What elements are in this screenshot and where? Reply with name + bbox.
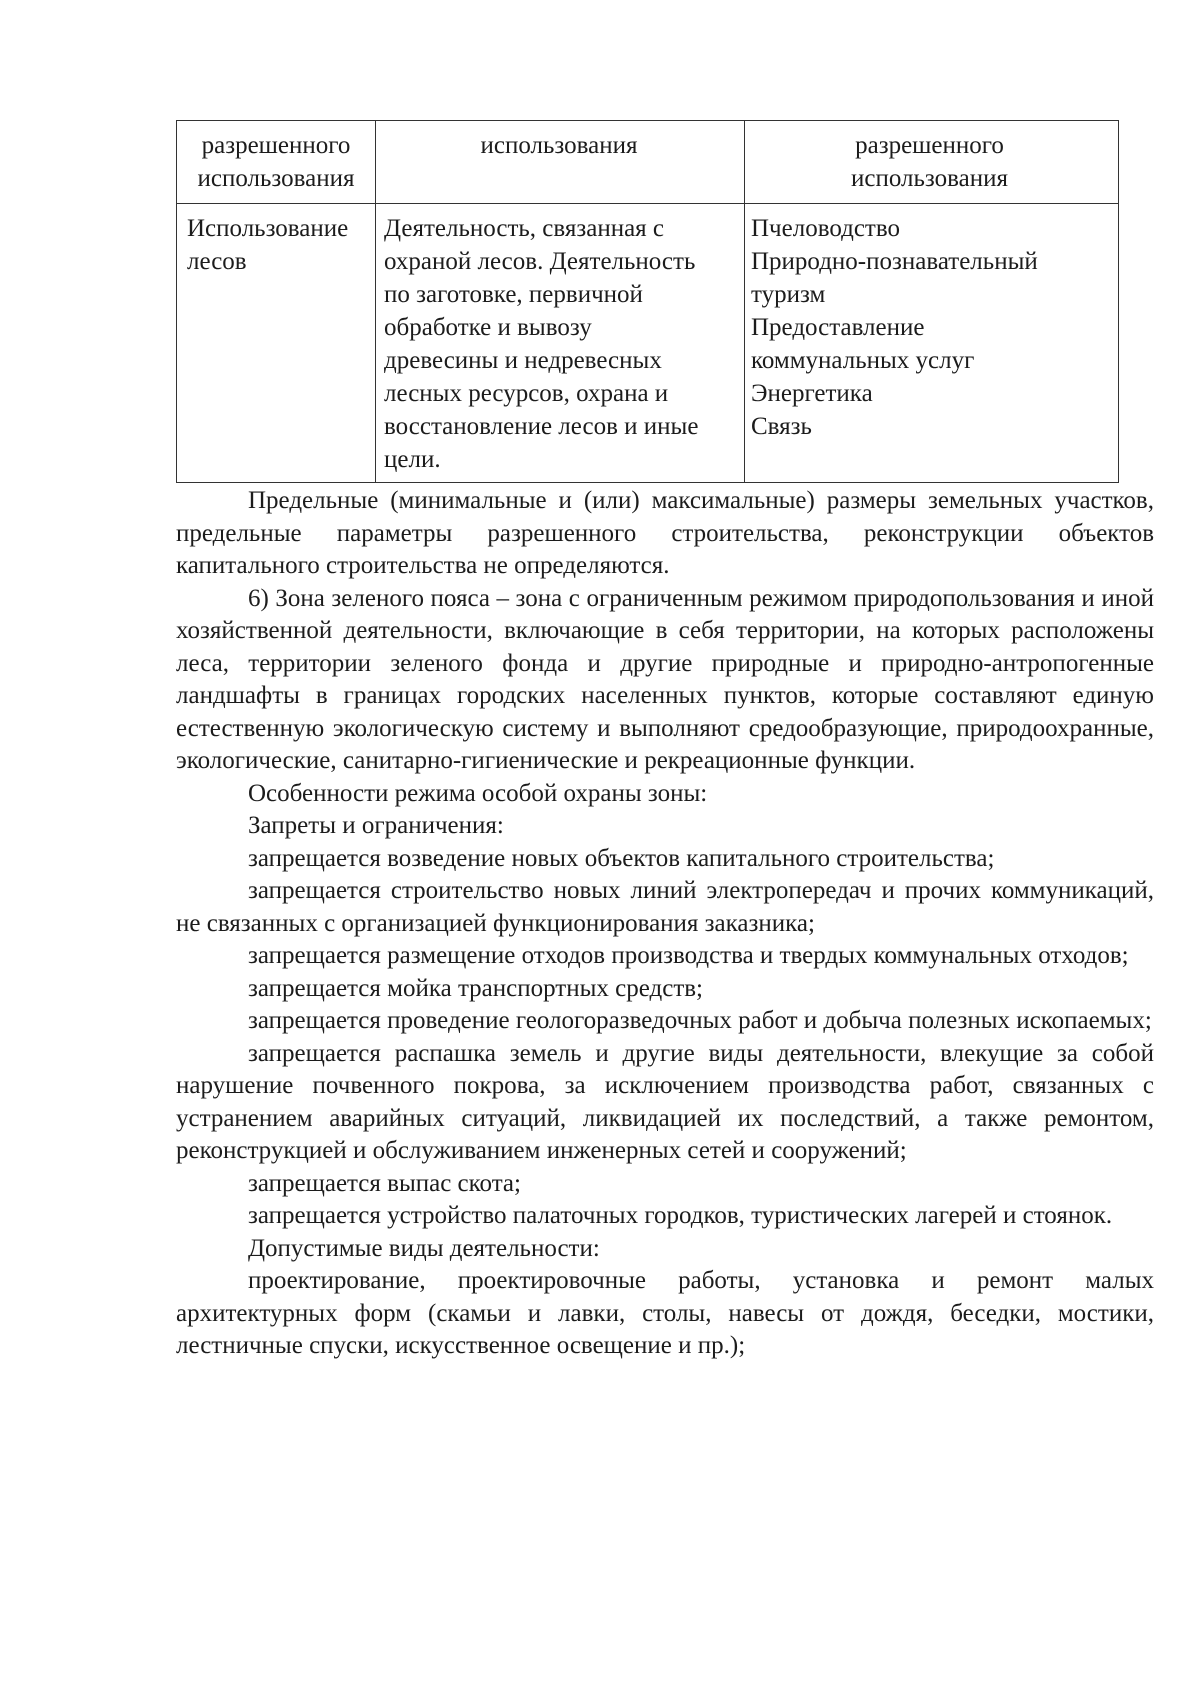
cell-text: обработке и вывозу [384,314,592,341]
header-text: использования [851,165,1008,192]
cell-use-type [177,204,376,483]
paragraph-restriction-item: запрещается размещение отходов производства и твердых коммунальных отходов; [248,942,1129,969]
paragraph-restriction-item: запрещается проведение геологоразведочных работ и добыча полезных ископаемых; [248,1007,1152,1034]
cell-text: Предоставление [751,314,925,341]
header-text: разрешенного [855,132,1004,159]
table-header-row [177,121,1119,204]
paragraph-regime-heading: Особенности режима особой охраны зоны: [248,779,708,807]
document-body [176,485,1154,1363]
table-row [177,204,1119,483]
cell-text: Деятельность, связанная с [384,215,665,242]
cell-text: древесины и недревесных [384,347,662,374]
cell-description [376,204,745,483]
paragraph-restriction-item: запрещается устройство палаточных городков, туристических лагерей и стоянок. [248,1202,1113,1229]
header-text: использования [197,165,355,192]
cell-text: цели. [384,446,441,473]
paragraph-allowed-heading: Допустимые виды деятельности: [248,1234,600,1262]
cell-text: лесных ресурсов, охрана и [384,380,669,407]
header-cell-use [376,121,745,204]
cell-text: Связь [751,413,812,440]
page-content [176,120,1154,1363]
header-text: использования [480,132,638,159]
cell-text: туризм [751,281,826,308]
cell-text: Использование [187,215,349,242]
header-text: разрешенного [201,132,351,159]
header-cell-main-use [177,121,376,204]
paragraph-size-limits: Предельные (минимальные и (или) максимальные) размеры земельных участков, предельные параметры разрешенного строительства, реконструкции объектов капитального строительства не определяются. [176,487,1154,579]
cell-text: Природно-познавательный [751,248,1038,275]
cell-text: восстановление лесов и иные [384,413,699,440]
paragraph-restriction-item: запрещается возведение новых объектов капитального строительства; [248,844,995,872]
cell-text: охраной лесов. Деятельность [384,248,696,275]
land-use-table [176,120,1119,483]
paragraph-restrictions-heading: Запреты и ограничения: [248,812,504,839]
paragraph-restriction-item: запрещается распашка земель и другие виды деятельности, влекущие за собой нарушение почвенного покрова, за исключением производства работ, связанных с устранением аварийных ситуаций, ликвидацией их последствий, а также ремонтом, реконструкцией и обслуживанием инженерных сетей и сооружений; [176,1039,1154,1164]
paragraph-green-belt-zone: 6) Зона зеленого пояса – зона с ограниченным режимом природопользования и иной хозяйственной деятельности, включающие в себя территории, на которых расположены леса, территории зеленого фонда и другие природные и природно-антропогенные ландшафты в границах городских населенных пунктов, которые составляют единую естественную экологическую систему и выполняют средообразующие, природоохранные, экологические, санитарно-гигиенические и рекреационные функции. [176,584,1154,774]
paragraph-allowed-item: проектирование, проектировочные работы, установка и ремонт малых архитектурных форм (скамьи и лавки, столы, навесы от дождя, беседки, мостики, лестничные спуски, искусственное освещение и пр.); [176,1267,1154,1359]
cell-text: Пчеловодство [751,215,900,242]
cell-conditional-uses [745,204,1119,483]
cell-text: Энергетика [751,380,873,407]
cell-text: коммунальных услуг [751,347,975,374]
paragraph-restriction-item: запрещается мойка транспортных средств; [248,974,704,1002]
cell-text: по заготовке, первичной [384,281,643,308]
header-cell-conditional-use [745,121,1119,204]
cell-text: лесов [187,248,247,275]
paragraph-restriction-item: запрещается строительство новых линий электропередач и прочих коммуникаций, не связанных с организацией функционирования заказника; [176,877,1154,937]
paragraph-restriction-item: запрещается выпас скота; [248,1169,521,1197]
